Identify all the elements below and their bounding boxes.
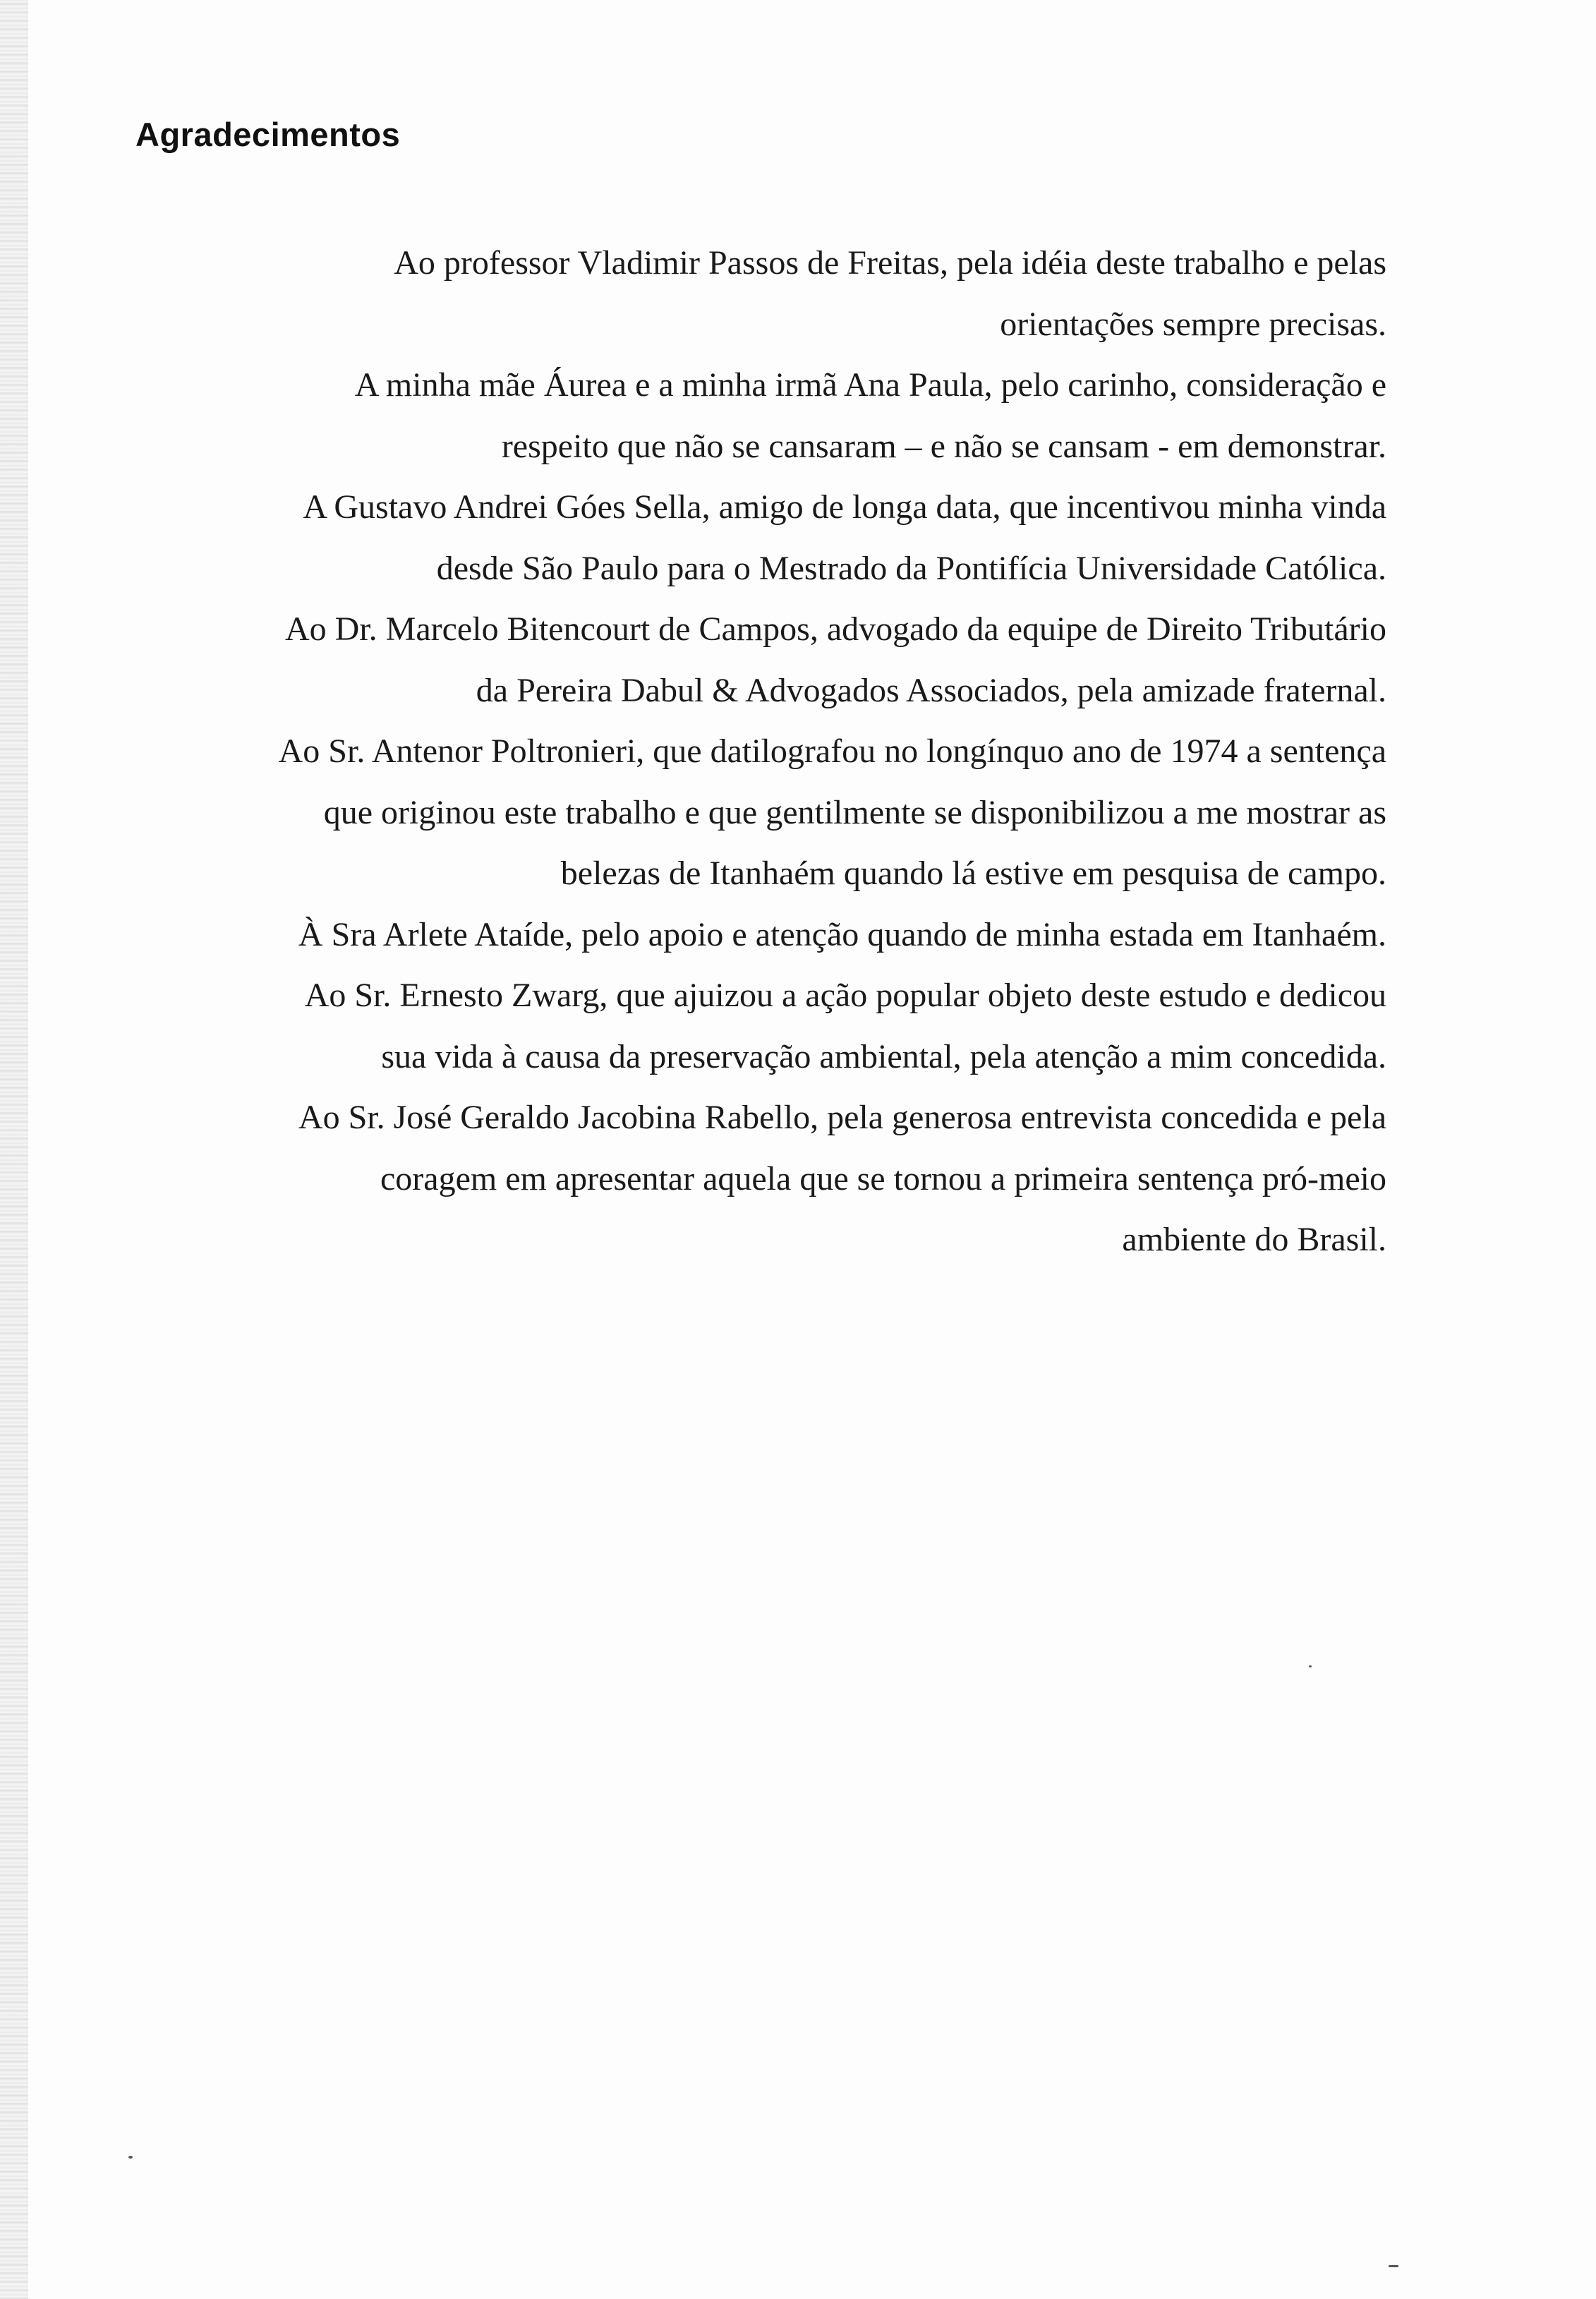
acknowledgement-paragraph: À Sra Arlete Ataíde, pelo apoio e atenção quando de minha estada em Itanhaém. xyxy=(298,915,1386,953)
page-title: Agradecimentos xyxy=(135,116,401,153)
acknowledgement-paragraph: Ao Sr. Antenor Poltronieri, que datilografou no longínquo ano de 1974 a sentença que originou este trabalho e que gentilmente se disponibilizou a me mostrar as belezas de Itanhaém quando lá estive em pesquisa de campo. xyxy=(278,732,1386,892)
acknowledgement-paragraph: Ao professor Vladimir Passos de Freitas, pela idéia deste trabalho e pelas orientações sempre precisas. xyxy=(394,244,1386,343)
acknowledgement-paragraph: Ao Sr. Ernesto Zwarg, que ajuizou a ação popular objeto deste estudo e dedicou sua vida à causa da preservação ambiental, pela atenção a mim concedida. xyxy=(304,977,1386,1075)
acknowledgement-paragraph: Ao Dr. Marcelo Bitencourt de Campos, advogado da equipe de Direito Tributário da Pereira Dabul & Advogados Associados, pela amizade fraternal. xyxy=(284,610,1386,709)
scan-speck xyxy=(1309,1665,1312,1667)
scan-binding-edge xyxy=(0,0,28,2299)
acknowledgements-body xyxy=(268,233,1386,1271)
acknowledgement-paragraph: A minha mãe Áurea e a minha irmã Ana Paula, pelo carinho, consideração e respeito que não se cansaram – e não se cansam - em demonstrar. xyxy=(354,366,1386,465)
acknowledgement-paragraph: Ao Sr. José Geraldo Jacobina Rabello, pela generosa entrevista concedida e pela coragem em apresentar aquela que se tornou a primeira sentença pró-meio ambiente do Brasil. xyxy=(298,1099,1386,1258)
acknowledgement-paragraph: A Gustavo Andrei Góes Sella, amigo de longa data, que incentivou minha vinda desde São Paulo para o Mestrado da Pontifícia Universidade Católica. xyxy=(303,488,1386,587)
scan-speck xyxy=(128,2156,133,2159)
scan-speck xyxy=(1389,2265,1398,2267)
